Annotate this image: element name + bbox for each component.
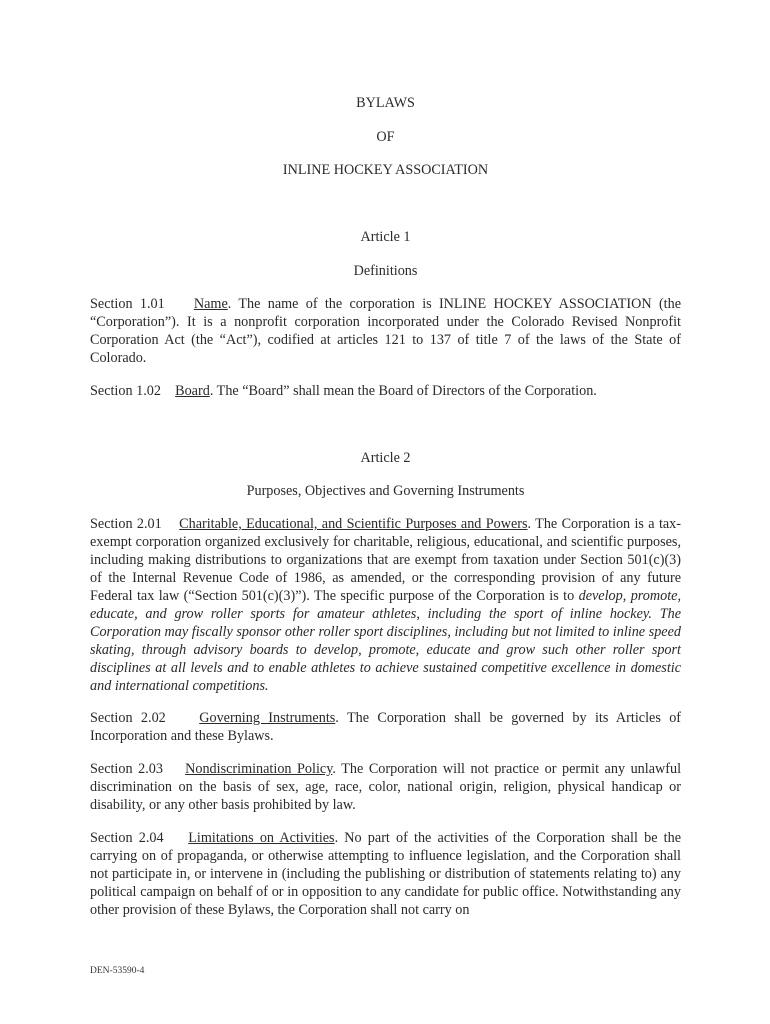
section-title: Governing Instruments	[199, 710, 336, 726]
section-text: . The name of the corporation is INLINE HOCKEY ASSOCIATION (the “Corporation”). It is a nonprofit corporation incorporated under the Colorado Revised Nonprofit Corporation Act (the “Act”), codified at articles 121 to 137 of title 7 of the laws of the State of Colorado.	[90, 296, 681, 366]
section-number: Section 1.02	[90, 383, 161, 399]
section-text: . The “Board” shall mean the Board of Directors of the Corporation.	[209, 383, 597, 399]
section-title: Nondiscrimination Policy	[185, 761, 333, 777]
section-title: Limitations on Activities	[188, 830, 335, 846]
section-text: . No part of the activities of the Corporation shall be the carrying on of propaganda, or otherwise attempting to influence legislation, and the Corporation shall not participate in, or intervene in (including the publishing or distribution of statements relating to) any political campaign on behalf of or in opposition to any candidate for public office. Notwithstanding any other provision of these Bylaws, the Corporation shall not carry on	[90, 830, 681, 918]
section-number: Section 2.03	[90, 761, 163, 777]
section-text: . The Corporation will not practice or permit any unlawful discrimination on the basis of sex, age, race, color, national origin, religion, physical handicap or disability, or any other basis prohibited by law.	[90, 761, 682, 813]
article-1-subheading: Definitions	[353, 263, 418, 279]
section-2-01	[90, 515, 681, 695]
section-title: Charitable, Educational, and Scientific Purposes and Powers	[179, 516, 528, 532]
title-bylaws: BYLAWS	[356, 95, 415, 111]
section-2-04	[90, 829, 681, 919]
section-1-02	[90, 382, 681, 400]
section-number: Section 2.01	[90, 516, 162, 532]
section-text: . The Corporation is a tax-exempt corporation organized exclusively for charitable, religious, educational, and scientific purposes, including making distributions to organizations that are exempt from taxation under Section 501(c)(3) of the Internal Revenue Code of 1986, as amended, or the corresponding provision of any future Federal tax law (“Section 501(c)(3)”). The specific purpose of the Corporation is to	[90, 516, 682, 604]
section-number: Section 2.04	[90, 830, 164, 846]
section-2-02	[90, 709, 681, 745]
section-title: Name	[193, 296, 228, 312]
section-number: Section 2.02	[90, 710, 166, 726]
title-of: OF	[376, 129, 395, 145]
section-1-01	[90, 295, 681, 367]
article-1-heading: Article 1	[360, 229, 411, 245]
section-2-03	[90, 760, 681, 814]
section-italic-text: develop, promote, educate, and grow roller sports for amateur athletes, including the sport of inline hockey. The Corporation may fiscally sponsor other roller sport disciplines, including but not limited to inline speed skating, through advisory boards to develop, promote, educate and grow such other roller sport disciplines at all levels and to enable athletes to achieve sustained competitive excellence in domestic and international competitions.	[90, 588, 681, 694]
title-org-name: INLINE HOCKEY ASSOCIATION	[282, 162, 489, 178]
article-2-subheading: Purposes, Objectives and Governing Instruments	[246, 483, 525, 499]
section-text: . The Corporation shall be governed by its Articles of Incorporation and these Bylaws.	[90, 710, 682, 744]
document-footer-id: DEN-53590-4	[90, 966, 145, 976]
section-number: Section 1.01	[90, 296, 165, 312]
section-title: Board	[175, 383, 210, 399]
article-2-heading: Article 2	[360, 450, 411, 466]
